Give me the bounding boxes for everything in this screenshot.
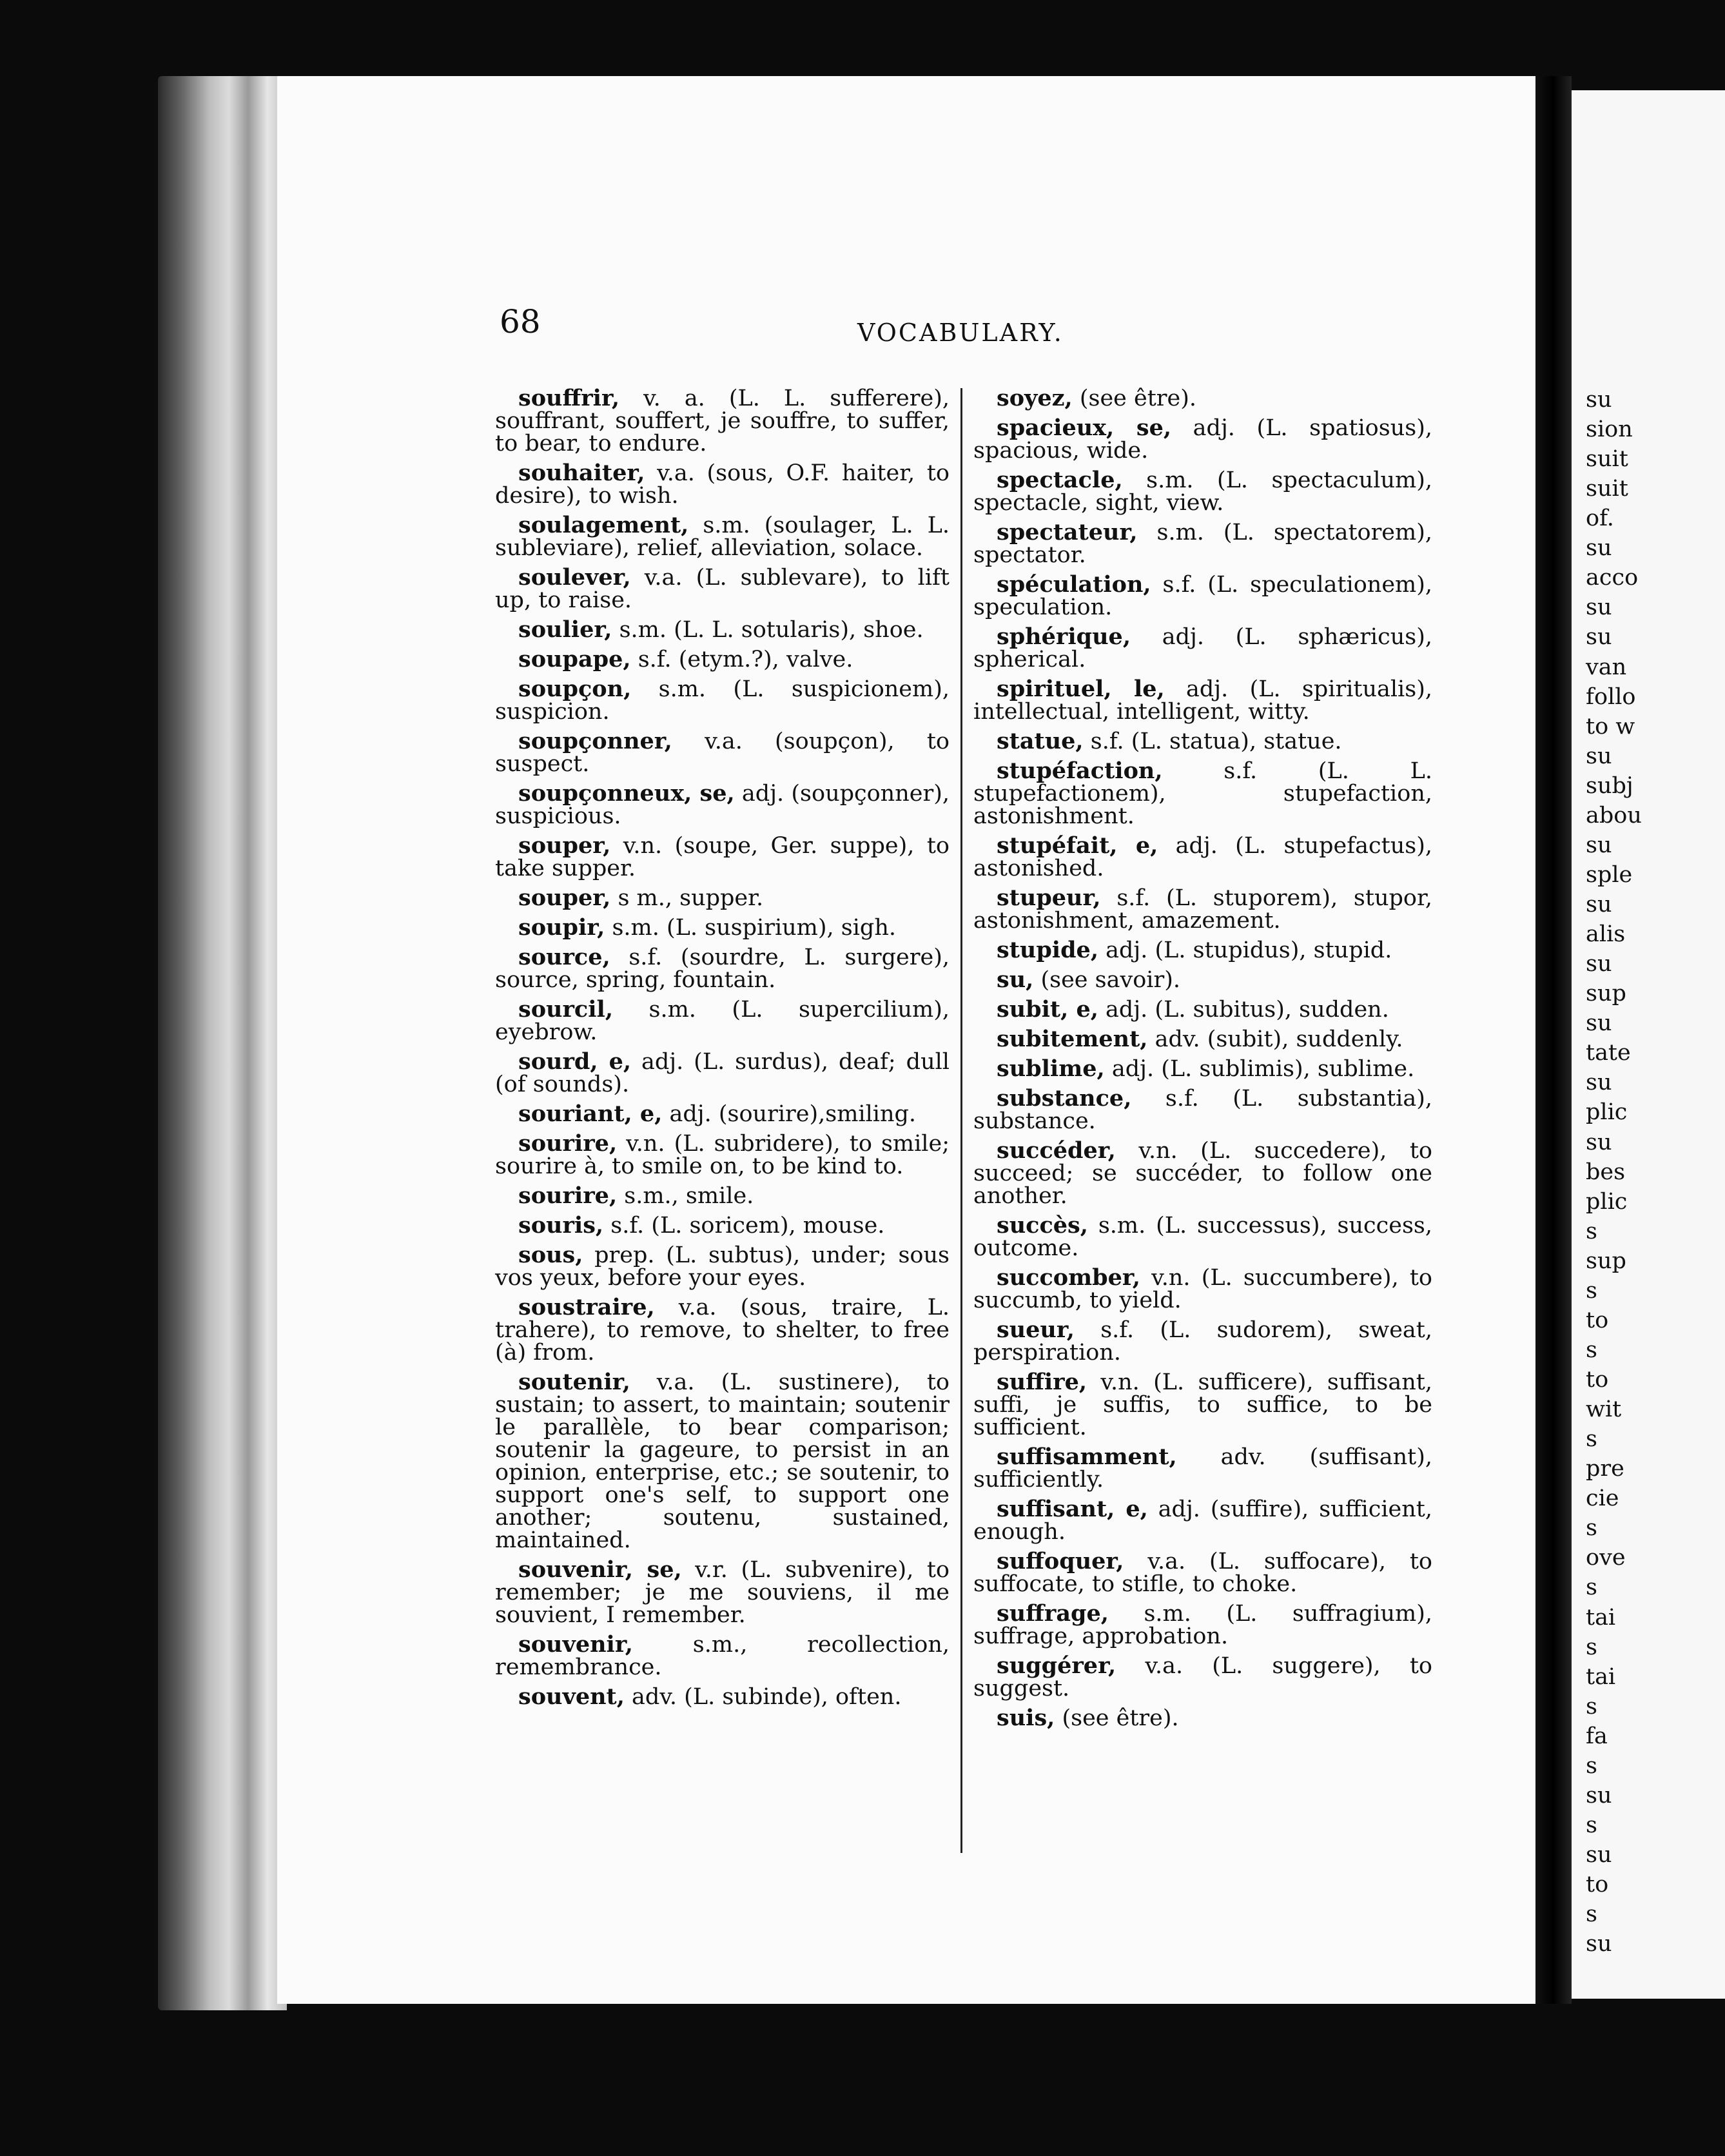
right-column [973, 387, 1432, 1736]
entry-headword: souffrir, [518, 385, 620, 411]
entry-definition: adj. (L. subitus), sudden. [1098, 997, 1389, 1023]
entry-headword: subitement, [997, 1026, 1148, 1052]
entry-definition: adj. (L. spatiosus), spacious, wide. [973, 415, 1432, 464]
dictionary-entry [495, 678, 950, 723]
dictionary-entry [495, 946, 950, 992]
dictionary-entry [973, 1028, 1432, 1051]
entry-headword: suffrage, [997, 1600, 1109, 1627]
entry-definition: v.n. (L. subridere), to smile; sourire à, to smile on, to be kind to. [495, 1131, 950, 1179]
entry-headword: souper, [518, 832, 611, 859]
entry-definition: v.a. (L. sublevare), to lift up, to raise. [495, 565, 950, 613]
entry-headword: soupir, [518, 914, 605, 941]
entry-definition: adj. (L. sphæricus), spherical. [973, 624, 1432, 672]
next-page-text-fragment: wit [1586, 1396, 1622, 1423]
dictionary-entry [973, 1318, 1432, 1364]
next-page-text-fragment: s [1586, 1426, 1597, 1453]
next-page-text-fragment: s [1586, 1515, 1597, 1542]
entry-headword: souris, [518, 1212, 604, 1239]
dictionary-entry [973, 1654, 1432, 1700]
dictionary-entry [973, 1087, 1432, 1133]
dictionary-entry [973, 1602, 1432, 1648]
next-page-text-fragment: su [1586, 594, 1612, 621]
entry-definition: s.m., recollection, remembrance. [495, 1632, 950, 1680]
entry-headword: soupape, [518, 646, 631, 672]
dictionary-entry [495, 618, 950, 642]
next-page-text-fragment: fa [1586, 1723, 1608, 1749]
dictionary-entry [973, 998, 1432, 1021]
next-page-text-fragment: su [1586, 951, 1612, 977]
next-page-text-fragment: su [1586, 1931, 1612, 1957]
entry-headword: souriant, e, [518, 1101, 663, 1127]
dictionary-entry [973, 1498, 1432, 1544]
dictionary-entry [495, 730, 950, 776]
entry-headword: succès, [997, 1212, 1088, 1239]
entry-headword: souvent, [518, 1683, 625, 1710]
entry-definition: (see être). [1072, 386, 1197, 411]
next-page-text-fragment: to [1586, 1367, 1609, 1393]
entry-headword: stupéfaction, [997, 758, 1163, 784]
entry-headword: soulagement, [518, 512, 689, 538]
dictionary-entry [973, 1139, 1432, 1208]
next-page-text-fragment: acco [1586, 565, 1639, 591]
entry-definition: s m., supper. [610, 885, 764, 911]
next-page-text-fragment: s [1586, 1812, 1597, 1838]
entry-definition: v.a. (sous, O.F. haiter, to desire), to wish. [495, 460, 950, 509]
entry-definition: adj. (L. spiritualis), intellectual, intelligent, witty. [973, 676, 1432, 725]
entry-headword: subit, e, [997, 996, 1098, 1023]
entry-headword: soupçon, [518, 676, 632, 702]
entry-definition: v.n. (L. sufficere), suffisant, suffi, je suffis, to suffice, to be sufficient. [973, 1369, 1432, 1440]
left-column [495, 387, 950, 1715]
entry-definition: s.f. (L. stuporem), stupor, astonishment, amazement. [973, 885, 1432, 934]
entry-headword: soyez, [997, 385, 1073, 411]
dictionary-entry [973, 1446, 1432, 1491]
next-page-text-fragment: plic [1586, 1099, 1628, 1126]
next-page-text-fragment: ove [1586, 1545, 1626, 1571]
entry-definition: adj. (suffire), sufficient, enough. [973, 1496, 1432, 1545]
entry-headword: sueur, [997, 1317, 1075, 1343]
entry-definition: s.m. (L. spectatorem), spectator. [973, 520, 1432, 568]
next-page-text-fragment: su [1586, 535, 1612, 562]
entry-definition: (see être). [1055, 1705, 1179, 1731]
entry-definition: s.m. (L. suspicionem), suspicion. [495, 676, 950, 725]
entry-definition: s.f. (L. substantia), substance. [973, 1086, 1432, 1134]
dictionary-entry [495, 648, 950, 671]
entry-definition: prep. (L. subtus), under; sous vos yeux, before your eyes. [495, 1242, 950, 1291]
dictionary-entry [495, 887, 950, 910]
entry-definition: s.m. (L. L. sotularis), shoe. [612, 617, 924, 643]
entry-headword: soutenir, [518, 1369, 630, 1395]
dictionary-entry [973, 1266, 1432, 1312]
entry-headword: sphérique, [997, 623, 1131, 650]
next-page-text-fragment: su [1586, 624, 1612, 651]
next-page-text-fragment: subj [1586, 772, 1633, 799]
entry-definition: adv. (suffisant), sufficiently. [973, 1444, 1432, 1493]
next-page-text-fragment: s [1586, 1277, 1597, 1304]
page-header [500, 303, 1454, 348]
entry-definition: v. a. (L. L. sufferere), souffrant, souffert, je souffre, to suffer, to bear, to endure. [495, 386, 950, 456]
dictionary-entry [973, 1214, 1432, 1260]
dictionary-entry [973, 939, 1432, 962]
next-page-text-fragment: tai [1586, 1663, 1616, 1690]
entry-definition: s.f. (L. soricem), mouse. [603, 1213, 885, 1239]
next-page-text-fragment: abou [1586, 802, 1642, 828]
next-page-text-fragment: to [1586, 1872, 1609, 1898]
entry-definition: v.n. (L. succumbere), to succumb, to yield. [973, 1265, 1432, 1313]
entry-definition: s.f. (sourdre, L. surgere), source, spring, fountain. [495, 945, 950, 993]
dictionary-entry [973, 469, 1432, 514]
entry-headword: spirituel, le, [997, 676, 1165, 702]
next-page-text-fragment: su [1586, 1010, 1612, 1037]
dictionary-entry [495, 782, 950, 828]
entry-headword: souvenir, [518, 1631, 633, 1658]
next-page-text-fragment: bes [1586, 1159, 1626, 1185]
dictionary-entry [495, 1102, 950, 1126]
next-page-text-fragment: sion [1586, 416, 1633, 443]
entry-headword: stupeur, [997, 885, 1101, 911]
entry-definition: s.m. (L. supercilium), eyebrow. [495, 997, 950, 1045]
entry-definition: s.m. (L. suffragium), suffrage, approbation. [973, 1601, 1432, 1649]
entry-definition: s.m., smile. [617, 1183, 754, 1209]
entry-definition: adj. (soupçonner), suspicious. [495, 781, 950, 829]
entry-headword: souper, [518, 885, 611, 911]
dictionary-entry [495, 387, 950, 455]
entry-headword: sourd, e, [518, 1048, 632, 1075]
entry-headword: suggérer, [997, 1652, 1116, 1679]
entry-headword: souhaiter, [518, 460, 645, 486]
entry-definition: s.f. (L. sudorem), sweat, perspiration. [973, 1317, 1432, 1366]
entry-headword: suffisamment, [997, 1444, 1177, 1470]
entry-definition: v.a. (sous, traire, L. trahere), to remove, to shelter, to free (à) from. [495, 1295, 950, 1366]
dictionary-entry [495, 1371, 950, 1552]
entry-definition: adj. (L. stupidus), stupid. [1098, 937, 1392, 963]
dictionary-entry [495, 1244, 950, 1289]
next-page-text-fragment: s [1586, 1574, 1597, 1601]
entry-headword: soustraire, [518, 1294, 655, 1320]
next-page-text-fragment: sup [1586, 1248, 1626, 1274]
dictionary-entry [973, 573, 1432, 619]
entry-headword: spectateur, [997, 519, 1138, 545]
entry-headword: soupçonner, [518, 728, 672, 754]
entry-definition: adv. (L. subinde), often. [624, 1684, 902, 1710]
entry-headword: spacieux, se, [997, 415, 1172, 441]
dictionary-entry [495, 462, 950, 507]
entry-headword: sourire, [518, 1130, 618, 1157]
next-page-text-fragment: s [1586, 1901, 1597, 1928]
dictionary-entry [973, 678, 1432, 723]
page-number: 68 [500, 303, 541, 340]
entry-headword: spectacle, [997, 467, 1123, 493]
next-page-text-fragment: su [1586, 1129, 1612, 1155]
dictionary-entry [495, 1050, 950, 1096]
dictionary-entry [973, 760, 1432, 828]
dictionary-entry [495, 1132, 950, 1178]
entry-headword: suffisant, e, [997, 1496, 1148, 1522]
dictionary-entry [495, 1633, 950, 1679]
next-page-text-fragment: tate [1586, 1040, 1631, 1066]
entry-headword: souvenir, se, [518, 1556, 682, 1583]
entry-headword: statue, [997, 728, 1084, 754]
entry-definition: s.f. (L. statua), statue. [1083, 729, 1342, 754]
dictionary-entry [495, 514, 950, 560]
next-page-text-fragment: su [1586, 1842, 1612, 1868]
next-page-text-fragment: su [1586, 832, 1612, 858]
entry-definition: v.n. (soupe, Ger. suppe), to take supper. [495, 833, 950, 881]
next-page-text-fragment: s [1586, 1693, 1597, 1720]
dictionary-entry [495, 1214, 950, 1237]
dictionary-entry [495, 566, 950, 612]
next-page-text-fragment: van [1586, 654, 1627, 680]
entry-headword: sous, [518, 1242, 583, 1268]
dictionary-entry [973, 1371, 1432, 1439]
entry-headword: stupéfait, e, [997, 832, 1158, 859]
running-head: VOCABULARY. [857, 318, 1064, 347]
entry-headword: stupide, [997, 937, 1099, 963]
entry-headword: substance, [997, 1085, 1132, 1112]
entry-headword: sourire, [518, 1182, 618, 1209]
entry-definition: v.n. (L. succedere), to succeed; se succéder, to follow one another. [973, 1138, 1432, 1209]
next-page-text-fragment: sple [1586, 861, 1633, 888]
book-page-edges [158, 76, 287, 2010]
entry-headword: su, [997, 966, 1034, 993]
next-page-text-fragment: su [1586, 1070, 1612, 1096]
column-rule [960, 388, 962, 1853]
entry-definition: (see savoir). [1033, 967, 1181, 993]
next-page-text-fragment: alis [1586, 921, 1626, 948]
entry-headword: sublime, [997, 1055, 1105, 1082]
entry-definition: v.a. (L. suffocare), to suffocate, to stifle, to choke. [973, 1549, 1432, 1597]
entry-definition: adj. (L. stupefactus), astonished. [973, 833, 1432, 881]
entry-definition: s.m. (L. spectaculum), spectacle, sight, view. [973, 467, 1432, 516]
next-page-text-fragment: cie [1586, 1485, 1619, 1512]
next-page-text-fragment: su [1586, 1782, 1612, 1808]
next-page-text-fragment: s [1586, 1218, 1597, 1244]
dictionary-entry [973, 1707, 1432, 1730]
entry-headword: soulever, [518, 564, 631, 591]
entry-definition: s.f. (etym.?), valve. [630, 647, 853, 672]
next-page-text-fragment: su [1586, 892, 1612, 918]
entry-definition: v.a. (L. suggere), to suggest. [973, 1653, 1432, 1701]
next-page-text-fragment: tai [1586, 1604, 1616, 1631]
entry-definition: s.f. (L. L. stupefactionem), stupefaction, astonishment. [973, 758, 1432, 829]
entry-headword: succéder, [997, 1137, 1116, 1164]
dictionary-entry [973, 521, 1432, 567]
next-page-text-fragment: to w [1586, 713, 1635, 740]
dictionary-entry [973, 416, 1432, 462]
dictionary-entry [495, 1184, 950, 1208]
dictionary-entry [973, 625, 1432, 671]
next-page-text-fragment: s [1586, 1634, 1597, 1660]
entry-definition: v.a. (soupçon), to suspect. [495, 729, 950, 777]
dictionary-entry [973, 387, 1432, 410]
entry-definition: v.r. (L. subvenire), to remember; je me souviens, il me souvient, I remember. [495, 1557, 950, 1628]
next-page-text-fragment: follo [1586, 683, 1636, 710]
entry-definition: adv. (subit), suddenly. [1147, 1026, 1403, 1052]
entry-definition: s.m. (soulager, L. L. subleviare), relief, alleviation, solace. [495, 513, 950, 561]
dictionary-entry [495, 998, 950, 1044]
next-page-text-fragment: su [1586, 743, 1612, 769]
entry-headword: spéculation, [997, 571, 1151, 598]
entry-headword: succomber, [997, 1264, 1140, 1291]
dictionary-entry [973, 887, 1432, 932]
entry-definition: s.f. (L. speculationem), speculation. [973, 572, 1432, 620]
next-page-text-fragment: suit [1586, 446, 1628, 473]
dictionary-entry [973, 968, 1432, 992]
entry-definition: s.m. (L. successus), success, outcome. [973, 1213, 1432, 1261]
next-page-text-fragment: pre [1586, 1456, 1624, 1482]
next-page-text-fragment: plic [1586, 1188, 1628, 1215]
dictionary-entry [973, 1057, 1432, 1081]
entry-definition: s.m. (L. suspirium), sigh. [605, 915, 896, 941]
dictionary-entry [495, 916, 950, 939]
dictionary-entry [495, 1685, 950, 1709]
dictionary-entry [973, 730, 1432, 753]
entry-headword: suffire, [997, 1369, 1087, 1395]
next-page-text-fragment: of. [1586, 505, 1614, 532]
entry-headword: soulier, [518, 616, 612, 643]
dictionary-entry [495, 834, 950, 880]
entry-headword: sourcil, [518, 996, 614, 1023]
book-gutter [1535, 76, 1572, 2004]
next-page-text-fragment: s [1586, 1337, 1597, 1363]
adjacent-page-fragment [1572, 90, 1725, 1999]
dictionary-entry [973, 834, 1432, 880]
entry-definition: adj. (L. surdus), deaf; dull (of sounds). [495, 1049, 950, 1097]
entry-headword: source, [518, 944, 610, 970]
next-page-text-fragment: suit [1586, 476, 1628, 502]
next-page-text-fragment: to [1586, 1307, 1609, 1333]
next-page-text-fragment: su [1586, 387, 1612, 413]
dictionary-entry [495, 1296, 950, 1364]
entry-headword: suis, [997, 1705, 1055, 1731]
dictionary-entry [495, 1558, 950, 1627]
entry-headword: soupçonneux, se, [518, 780, 735, 807]
entry-definition: adj. (L. sublimis), sublime. [1104, 1056, 1415, 1082]
next-page-text-fragment: sup [1586, 981, 1626, 1007]
entry-definition: adj. (sourire),smiling. [662, 1101, 917, 1127]
entry-definition: v.a. (L. sustinere), to sustain; to assert, to maintain; soutenir le parallèle, to bear comparison; soutenir la gageure, to persist in an opinion, enterprise, etc.; se soutenir, to support one's self, to support one another; soutenu, sustained, maintained. [495, 1369, 950, 1553]
dictionary-entry [973, 1550, 1432, 1596]
next-page-text-fragment: s [1586, 1752, 1597, 1779]
entry-headword: suffoquer, [997, 1548, 1124, 1574]
